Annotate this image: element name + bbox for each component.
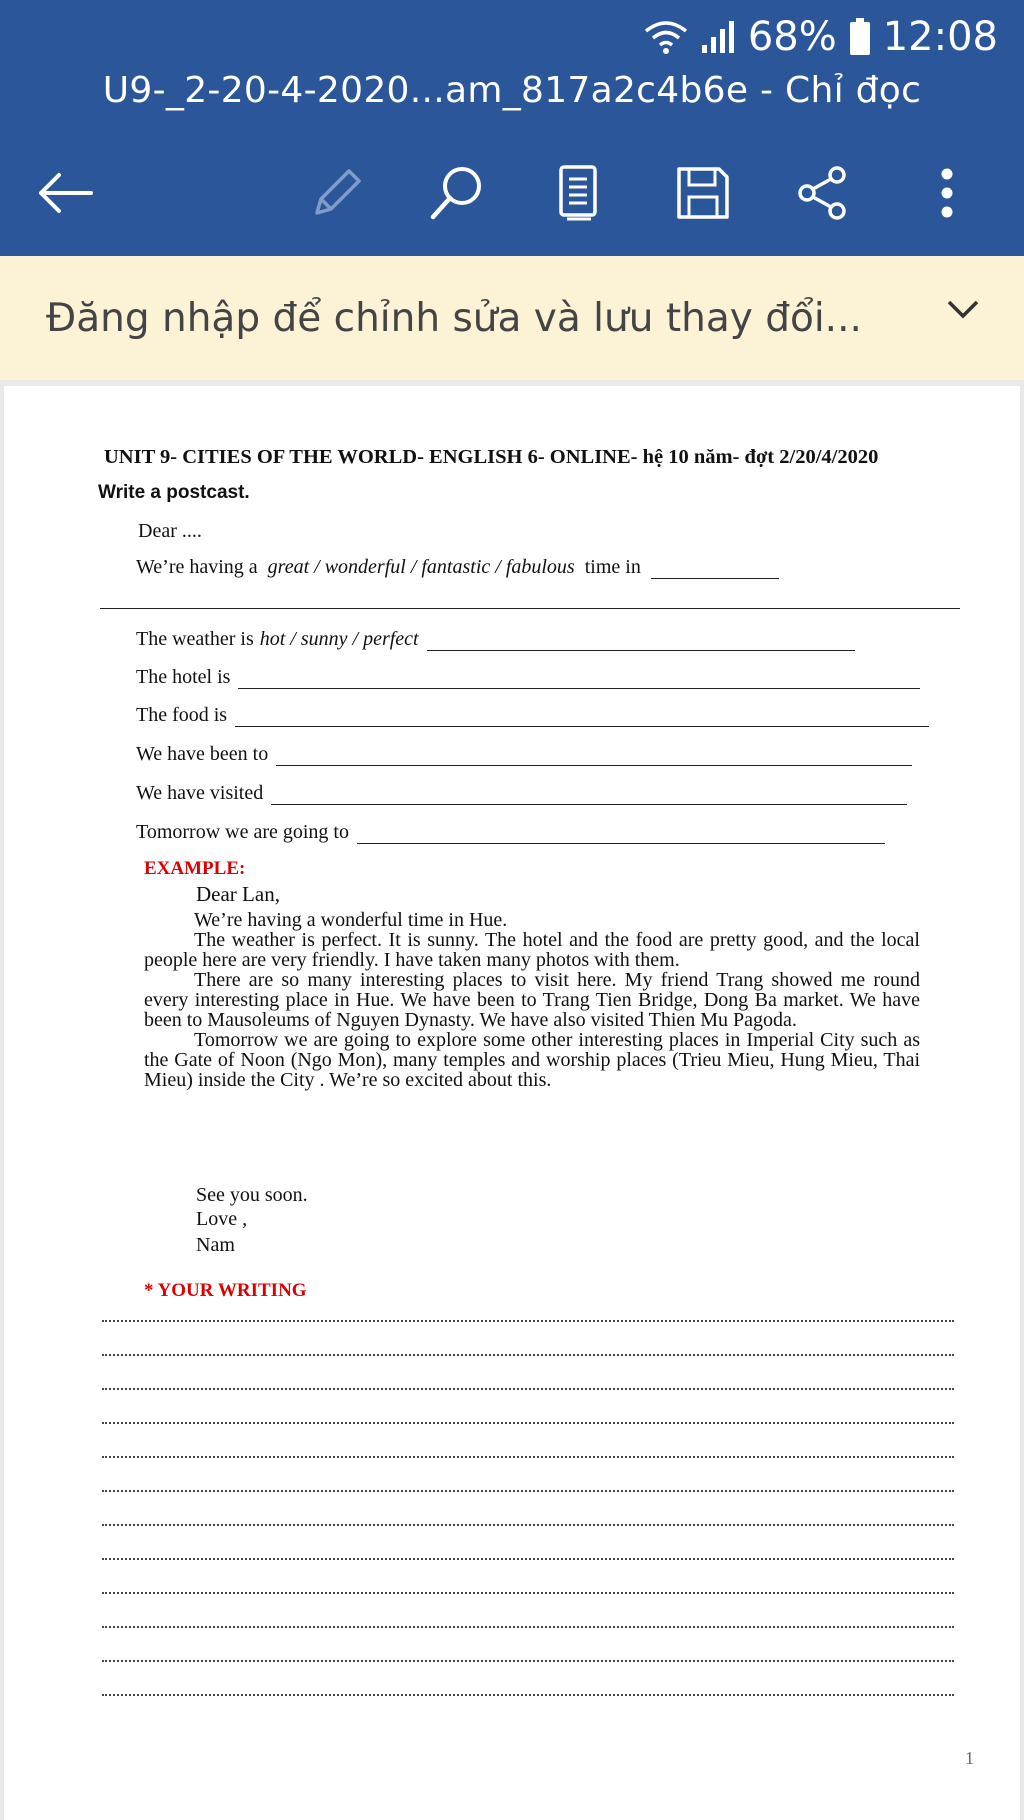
example-label: EXAMPLE: (144, 858, 246, 879)
blank-line (235, 725, 929, 727)
dotted-line (102, 1320, 954, 1322)
app-bar (0, 0, 1024, 256)
page-number: 1 (965, 1748, 974, 1768)
having-suffix: time in (584, 556, 641, 578)
wifi-icon (644, 19, 688, 55)
example-paragraph: The weather is perfect. It is sunny. The hotel and the food are pretty good, and the local people here are very friendly. I have taken many photos with them. (144, 929, 920, 971)
battery-icon (849, 18, 871, 56)
weather-prefix: The weather is (136, 628, 254, 650)
example-paragraph: There are so many interesting places to visit here. My friend Trang showed me round every interesting place in Hue. We have been to Trang Tien Bridge, Dong Ba market. We have been to Mausoleums of Nguyen Dynasty. We have also visited Thien Mu Pagoda. (144, 969, 920, 1031)
blank-line (271, 803, 907, 805)
template-visited-row (136, 782, 907, 805)
dotted-line (102, 1592, 954, 1594)
search-button[interactable] (422, 158, 492, 228)
dotted-line (102, 1694, 954, 1696)
sign-in-banner[interactable] (0, 256, 1024, 380)
template-weather-row (136, 628, 855, 651)
tomorrow-label: Tomorrow we are going to (136, 821, 349, 843)
blank-line (357, 842, 885, 844)
having-options: great / wonderful / fantastic / fabulous (267, 556, 575, 578)
share-icon (795, 165, 851, 221)
save-button[interactable] (668, 158, 738, 228)
toolbar (0, 150, 1024, 230)
dotted-line (102, 1660, 954, 1662)
back-button[interactable] (30, 158, 100, 228)
template-food-row (136, 704, 929, 727)
page-subheading: Write a postcast. (98, 482, 250, 503)
food-label: The food is (136, 704, 228, 726)
template-been-row (136, 743, 912, 766)
example-signature: Nam (196, 1234, 235, 1256)
dotted-line (102, 1354, 954, 1356)
template-hotel-row (136, 666, 920, 689)
example-love: Love , (196, 1208, 248, 1230)
chevron-down-icon[interactable] (946, 298, 980, 320)
back-icon (37, 171, 93, 215)
blank-line (651, 577, 779, 579)
visited-label: We have visited (136, 782, 264, 804)
template-having-row (136, 556, 779, 579)
more-options-button[interactable] (912, 158, 982, 228)
your-writing-label: * YOUR WRITING (144, 1280, 307, 1301)
edit-button[interactable] (302, 158, 372, 228)
hotel-label: The hotel is (136, 666, 231, 688)
reading-view-icon (557, 164, 601, 222)
example-letter (144, 910, 920, 1090)
battery-percent: 68% (747, 14, 837, 60)
example-paragraph: We’re having a wonderful time in Hue. (194, 909, 508, 931)
document-title: U9-_2-20-4-2020...am_817a2c4b6e - Chỉ đọc (102, 70, 922, 111)
dotted-line (102, 1524, 954, 1526)
save-icon (675, 165, 731, 221)
more-icon (940, 167, 954, 219)
blank-line (276, 764, 912, 766)
reading-view-button[interactable] (544, 158, 614, 228)
example-paragraph: Tomorrow we are going to explore some other interesting places in Imperial City such as the Gate of Noon (Ngo Mon), many temples and worship places (Trieu Mieu, Hung Mieu, Thai Mieu) inside the City . We’re so excited about this. (144, 1029, 920, 1091)
having-prefix: We’re having a (136, 556, 258, 578)
dotted-line (102, 1558, 954, 1560)
search-icon (428, 164, 486, 222)
blank-line (427, 649, 855, 651)
weather-options: hot / sunny / perfect (259, 628, 419, 650)
template-dear: Dear .... (138, 520, 202, 542)
dotted-line (102, 1422, 954, 1424)
status-bar (644, 12, 998, 62)
dotted-line (102, 1626, 954, 1628)
share-button[interactable] (788, 158, 858, 228)
banner-message: Đăng nhập để chỉnh sửa và lưu thay đổi... (46, 295, 862, 341)
dotted-line (102, 1456, 954, 1458)
edit-icon (309, 165, 365, 221)
example-closing: See you soon. (196, 1184, 308, 1206)
page-heading: UNIT 9- CITIES OF THE WORLD- ENGLISH 6- ONLINE- hệ 10 năm- đợt 2/20/4/2020 (104, 446, 879, 468)
dotted-line (102, 1490, 954, 1492)
dotted-line (102, 1388, 954, 1390)
example-greeting: Dear Lan, (196, 882, 280, 906)
template-tomorrow-row (136, 821, 885, 844)
signal-icon (700, 19, 736, 55)
clock: 12:08 (882, 14, 998, 60)
blank-line (100, 608, 960, 609)
been-to-label: We have been to (136, 743, 269, 765)
document-page[interactable] (4, 386, 1020, 1820)
blank-line (238, 687, 920, 689)
